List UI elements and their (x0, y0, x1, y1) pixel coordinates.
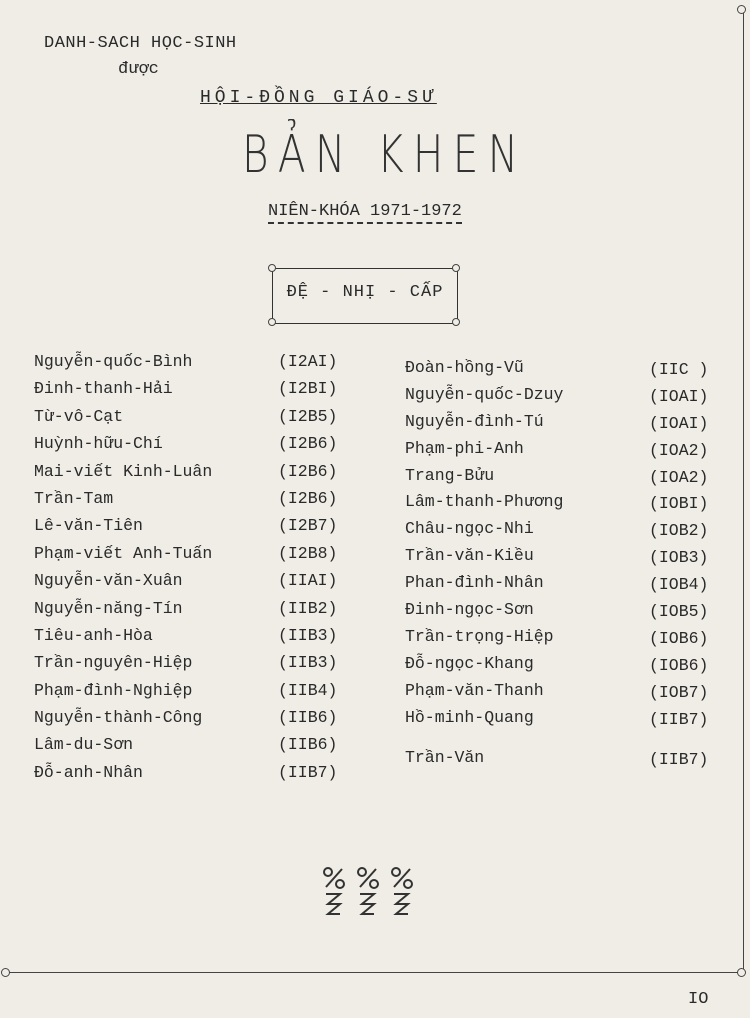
student-class: (IOB7) (649, 682, 709, 702)
corner-dot-bottom-right (737, 968, 746, 977)
student-class: (IOA2) (649, 467, 709, 487)
list-item (34, 626, 354, 653)
student-name: Đinh-ngọc-Sơn (405, 600, 534, 620)
list-item (34, 462, 354, 489)
student-class: (IIB6) (278, 735, 338, 755)
student-class: (IIC ) (649, 360, 709, 379)
student-name: Lê-văn-Tiên (34, 516, 143, 536)
student-class: (I2B8) (278, 543, 338, 563)
student-name: Đỗ-anh-Nhân (34, 762, 143, 782)
student-class: (I2B7) (278, 516, 338, 536)
student-class: (IOB4) (649, 575, 709, 595)
list-item (34, 544, 354, 571)
student-name: Mai-viết Kinh-Luân (34, 461, 213, 481)
list-heading: DANH-SACH HỌC-SINH (44, 34, 237, 53)
list-item (34, 516, 354, 543)
typewriter-flourish-icon (318, 864, 418, 916)
list-item (34, 708, 354, 735)
list-item (405, 466, 720, 493)
student-class: (IIB4) (278, 680, 338, 700)
student-name: Đinh-thanh-Hải (34, 379, 173, 399)
student-name: Trần-văn-Kiều (405, 546, 534, 566)
award-title: BẢN KHEN (242, 125, 528, 185)
level-box (272, 268, 458, 324)
student-name: Trần-Tam (34, 488, 114, 508)
student-name: Phan-đình-Nhân (405, 573, 544, 593)
student-class: (I2B6) (278, 434, 338, 454)
student-class: (IOBI) (649, 494, 709, 514)
student-name: Phạm-văn-Thanh (405, 680, 544, 700)
student-name: Đỗ-ngọc-Khang (405, 653, 534, 673)
student-name: Tiêu-anh-Hòa (34, 625, 153, 645)
list-item (405, 358, 720, 385)
student-name: Từ-vô-Cạt (34, 406, 124, 426)
student-name: Trần-trọng-Hiệp (405, 626, 554, 646)
student-class: (IOAI) (649, 413, 709, 433)
student-name: Trang-Bửu (405, 465, 495, 485)
list-item (34, 434, 354, 461)
student-class: (IIB7) (649, 750, 709, 770)
student-name: Phạm-viết Anh-Tuấn (34, 543, 213, 563)
list-item (34, 681, 354, 708)
student-name: Nguyễn-văn-Xuân (34, 571, 183, 591)
student-name: Đoàn-hồng-Vũ (405, 358, 524, 377)
student-class: (IOB5) (649, 602, 709, 622)
level-box-corner (268, 318, 276, 326)
student-name: Nguyễn-năng-Tín (34, 598, 183, 618)
student-name: Lâm-thanh-Phương (405, 492, 564, 512)
student-name: Nguyễn-quốc-Dzuy (405, 384, 564, 404)
student-class: (IIAI) (278, 571, 338, 591)
level-box-corner (452, 318, 460, 326)
student-class: (I2B5) (278, 406, 338, 426)
student-name: Châu-ngọc-Nhi (405, 519, 534, 539)
student-class: (IIB3) (278, 653, 338, 673)
student-name: Huỳnh-hữu-Chí (34, 434, 163, 454)
list-item (34, 352, 354, 379)
list-item (34, 763, 354, 790)
level-box-corner (268, 264, 276, 272)
student-class: (IOB3) (649, 548, 709, 568)
student-class: (I2AI) (278, 352, 338, 371)
list-item (34, 735, 354, 762)
student-class: (IIB2) (278, 598, 338, 618)
student-class: (IOB6) (649, 655, 709, 675)
student-class: (IIB7) (278, 762, 338, 782)
student-name: Hồ-minh-Quang (405, 707, 534, 727)
list-item (405, 627, 720, 654)
list-item (34, 379, 354, 406)
list-item (34, 571, 354, 598)
student-class: (IIB7) (649, 709, 709, 729)
council-title: HỘI-ĐỒNG GIÁO-SƯ (200, 88, 437, 108)
list-item (405, 748, 720, 775)
list-item (405, 519, 720, 546)
student-class: (IOAI) (649, 386, 709, 406)
list-item (405, 546, 720, 573)
student-name: Trần-Văn (405, 748, 485, 768)
page-number: IO (688, 990, 709, 1009)
school-year: NIÊN-KHÓA 1971-1972 (268, 202, 462, 224)
student-class: (IOB6) (649, 628, 709, 648)
level-label: ĐỆ - NHỊ - CẤP (286, 283, 444, 302)
list-item (34, 653, 354, 680)
student-class: (I2B6) (278, 488, 338, 508)
student-class: (I2B6) (278, 461, 338, 481)
list-item (405, 573, 720, 600)
list-item (405, 385, 720, 412)
list-item (405, 681, 720, 708)
student-name: Nguyễn-đình-Tú (405, 411, 544, 431)
corner-dot-bottom-left (1, 968, 10, 977)
student-name: Phạm-đình-Nghiệp (34, 680, 193, 700)
list-item (405, 492, 720, 519)
list-item (405, 412, 720, 439)
corner-dot-top-right (737, 5, 746, 14)
list-item (405, 600, 720, 627)
student-class: (IIB3) (278, 625, 338, 645)
list-heading-sub: được (118, 60, 159, 79)
student-list-right (405, 358, 720, 775)
student-class: (IOB2) (649, 521, 709, 541)
list-item (405, 708, 720, 735)
student-class: (IIB6) (278, 708, 338, 728)
list-item (405, 654, 720, 681)
list-item (405, 439, 720, 466)
student-name: Nguyễn-thành-Công (34, 708, 203, 728)
level-box-corner (452, 264, 460, 272)
student-list-left (34, 352, 354, 790)
page-border-right (743, 10, 744, 975)
student-name: Nguyễn-quốc-Bình (34, 352, 193, 371)
page-border-bottom (6, 972, 744, 973)
list-item (34, 599, 354, 626)
student-name: Phạm-phi-Anh (405, 438, 524, 458)
student-class: (IOA2) (649, 440, 709, 460)
list-item (34, 407, 354, 434)
student-name: Trần-nguyên-Hiệp (34, 653, 193, 673)
list-item (34, 489, 354, 516)
student-name: Lâm-du-Sơn (34, 735, 134, 755)
student-class: (I2BI) (278, 379, 338, 399)
